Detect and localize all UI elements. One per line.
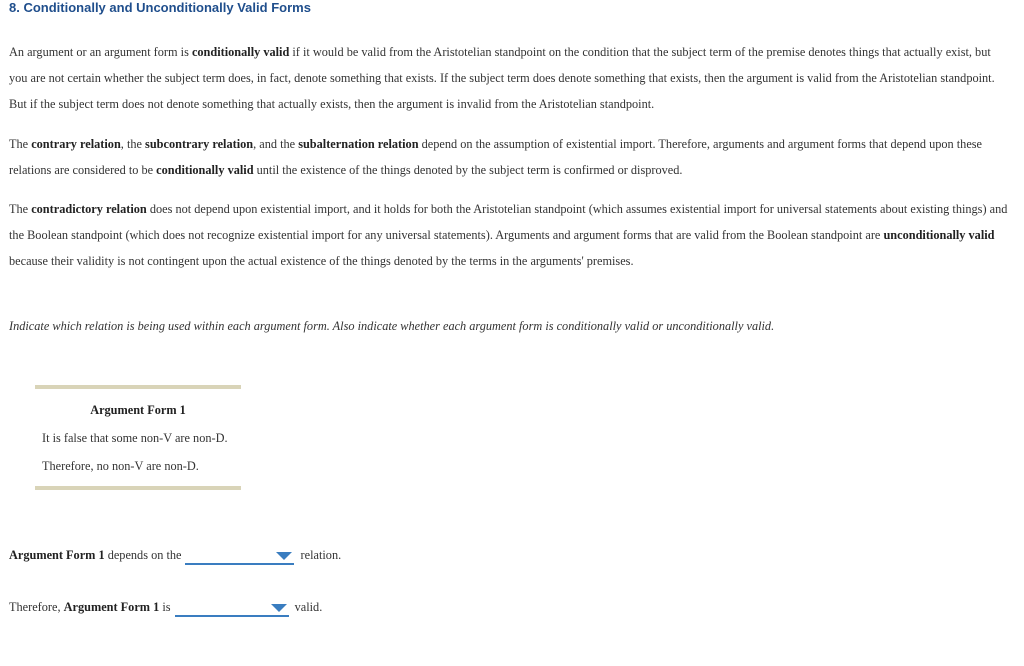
term-unconditionally-valid: unconditionally valid [883, 228, 995, 242]
caret-down-icon [276, 552, 292, 560]
paragraph-existential-import: The contrary relation, the subcontrary relation, and the subalternation relation depend on the assumption of existential import. Therefore, arguments and argument forms that depend upon these relations are considered to be conditionally valid until the existence of the things denoted by the subject term is confirmed or disproved. [9, 137, 983, 177]
term-contradictory-relation: contradictory relation [31, 202, 147, 216]
argument-form-heading: Argument Form 1 [90, 403, 186, 417]
term-subcontrary-relation: subcontrary relation [145, 137, 254, 151]
argument-premise: It is false that some non-V are non-D. [42, 431, 228, 445]
term-contrary-relation: contrary relation [31, 137, 121, 151]
term-conditionally-valid-2: conditionally valid [156, 163, 254, 177]
question-validity: Therefore, Argument Form 1 is valid. [9, 597, 322, 617]
question-validity-label: Argument Form 1 [63, 600, 160, 614]
question-relation-label: Argument Form 1 [9, 548, 105, 562]
relation-dropdown[interactable] [185, 545, 294, 565]
argument-conclusion: Therefore, no non-V are non-D. [42, 459, 199, 473]
validity-dropdown[interactable] [175, 597, 289, 617]
paragraph-conditionally-valid: An argument or an argument form is conditionally valid if it would be valid from the Aristotelian standpoint on the condition that the subject term of the premise denotes things that actually exist, but you are not certain whether the subject term does, in fact, denote something that exists. If the subject term does denote something that exists, then the argument is valid from the Aristotelian standpoint. But if the subject term does not denote something that actually exists, then the argument is invalid from the Aristotelian standpoint. [9, 45, 995, 111]
argument-form-box [35, 385, 241, 490]
instructions: Indicate which relation is being used within each argument form. Also indicate whether each argument form is conditionally valid or unconditionally valid. [9, 319, 775, 333]
term-subalternation-relation: subalternation relation [298, 137, 419, 151]
term-conditionally-valid: conditionally valid [191, 45, 290, 59]
page-title: 8. Conditionally and Unconditionally Valid Forms [9, 0, 311, 15]
question-relation: Argument Form 1 depends on the relation. [9, 545, 341, 565]
paragraph-unconditionally-valid: The contradictory relation does not depend upon existential import, and it holds for both the Aristotelian standpoint (which assumes existential import for universal statements about existing things) and the Boolean standpoint (which does not recognize existential import for any universal statements). Arguments and argument forms that are valid from the Boolean standpoint are unconditionally valid because their validity is not contingent upon the actual existence of the things denoted by the terms in the arguments' premises. [9, 202, 1008, 268]
caret-down-icon [271, 604, 287, 612]
